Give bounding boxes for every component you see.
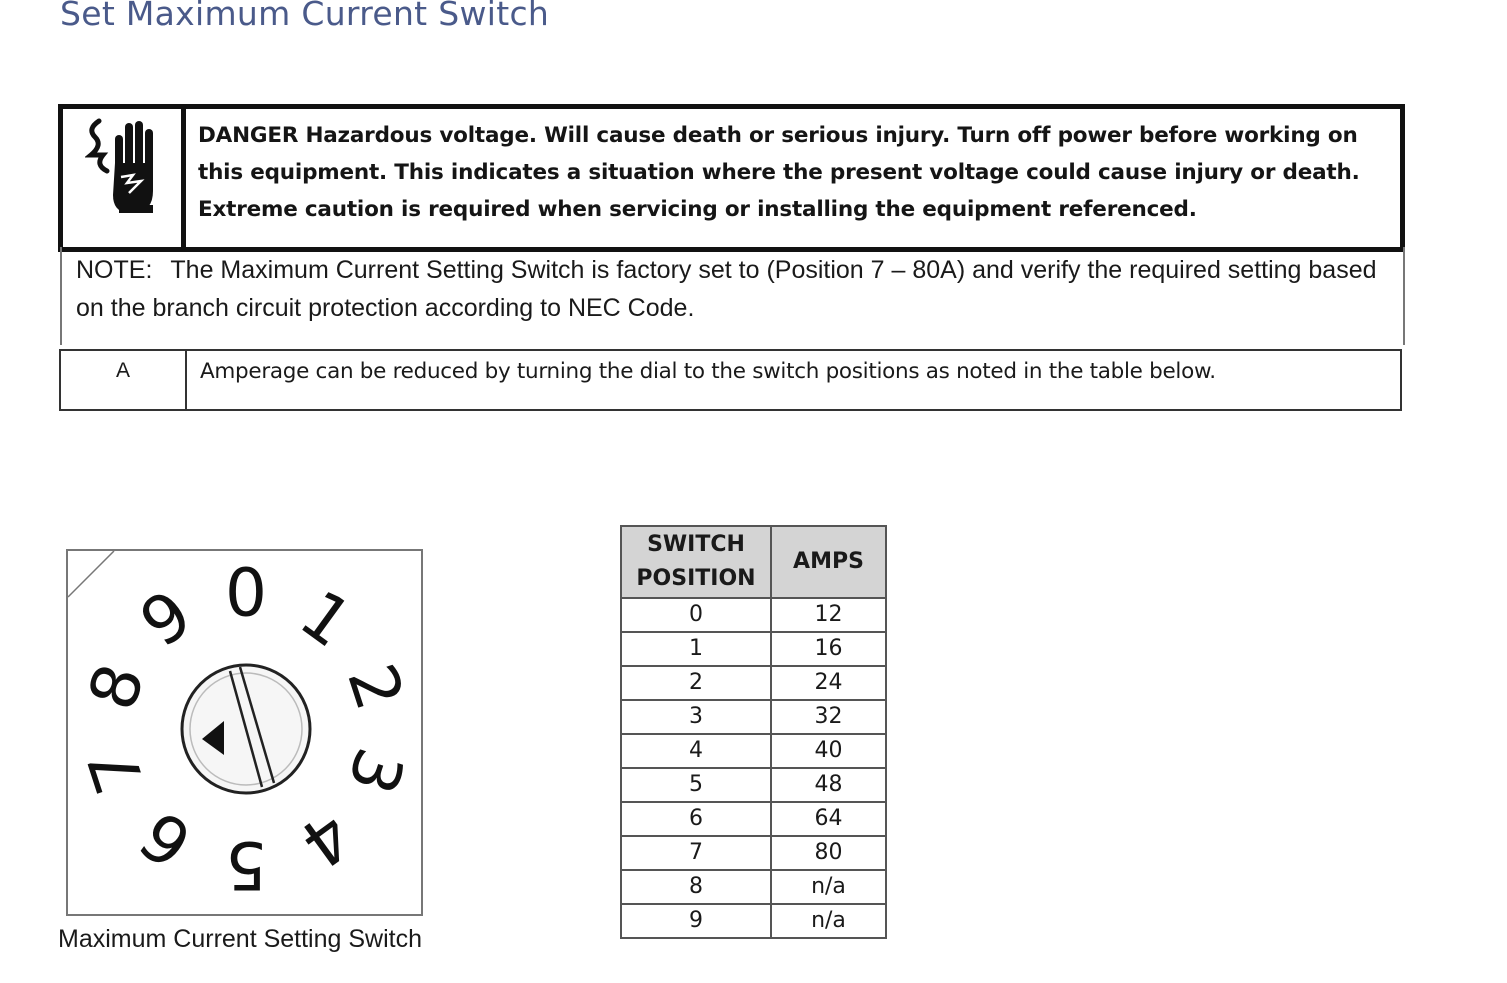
danger-line: this equipment. This indicates a situation where the present voltage could cause injury or death. — [198, 160, 1360, 185]
cell-amps: n/a — [771, 870, 886, 904]
cell-switch-position: 1 — [621, 632, 771, 666]
danger-icon-cell — [63, 109, 186, 247]
note-text: The Maximum Current Setting Switch is factory set to (Position 7 – 80A) and verify the required setting based on the branch circuit protection according to NEC Code. — [76, 256, 1377, 322]
page-title: Set Maximum Current Switch — [60, 0, 550, 33]
danger-line: Extreme caution is required when servicing or installing the equipment referenced. — [198, 197, 1197, 222]
rotary-switch-diagram — [66, 549, 423, 916]
cell-switch-position: 6 — [621, 802, 771, 836]
note-label: NOTE: — [76, 256, 153, 284]
electric-shock-hand-icon — [85, 115, 161, 215]
table-row — [621, 768, 886, 802]
cell-switch-position: 8 — [621, 870, 771, 904]
dial-digit-0: 0 — [225, 554, 267, 632]
header-switch-position: SWITCH POSITION — [621, 526, 771, 598]
danger-line: DANGER Hazardous voltage. Will cause death or serious injury. Turn off power before working on — [198, 123, 1358, 148]
cell-switch-position: 7 — [621, 836, 771, 870]
table-row — [621, 700, 886, 734]
table-row — [621, 598, 886, 632]
header-amps: AMPS — [771, 526, 886, 598]
cell-amps: 32 — [771, 700, 886, 734]
table-row — [621, 836, 886, 870]
table-row — [621, 802, 886, 836]
dial-digit-4: 4 — [286, 795, 366, 883]
danger-warning-box — [58, 104, 1405, 252]
table-row — [621, 870, 886, 904]
rotary-switch-svg — [68, 551, 421, 914]
cell-amps: 80 — [771, 836, 886, 870]
dial-digit-9: 9 — [126, 575, 206, 663]
cell-switch-position: 4 — [621, 734, 771, 768]
dial-digit-3: 3 — [332, 739, 419, 803]
table-row — [621, 734, 886, 768]
table-row — [621, 632, 886, 666]
cell-amps: 12 — [771, 598, 886, 632]
dial-digit-6: 6 — [126, 795, 206, 883]
table-row — [621, 666, 886, 700]
cell-amps: 24 — [771, 666, 886, 700]
note-box — [60, 247, 1405, 345]
cell-amps: 48 — [771, 768, 886, 802]
cell-amps: n/a — [771, 904, 886, 938]
cell-switch-position: 0 — [621, 598, 771, 632]
dial-digit-1: 1 — [286, 575, 366, 663]
step-label: A — [61, 351, 187, 409]
dial-digit-5: 5 — [225, 826, 267, 904]
cell-switch-position: 3 — [621, 700, 771, 734]
dial-digit-2: 2 — [332, 655, 419, 719]
cell-switch-position: 9 — [621, 904, 771, 938]
cell-switch-position: 2 — [621, 666, 771, 700]
cell-switch-position: 5 — [621, 768, 771, 802]
step-text: Amperage can be reduced by turning the dial to the switch positions as noted in the table below. — [200, 359, 1216, 384]
table-row — [621, 904, 886, 938]
cell-amps: 40 — [771, 734, 886, 768]
cell-amps: 64 — [771, 802, 886, 836]
danger-text — [186, 109, 1372, 247]
step-row — [59, 349, 1402, 411]
switch-caption: Maximum Current Setting Switch — [58, 925, 423, 953]
switch-amps-table — [620, 525, 887, 939]
dial-digit-8: 8 — [73, 655, 160, 719]
dial-digit-7: 7 — [73, 739, 160, 803]
cell-amps: 16 — [771, 632, 886, 666]
